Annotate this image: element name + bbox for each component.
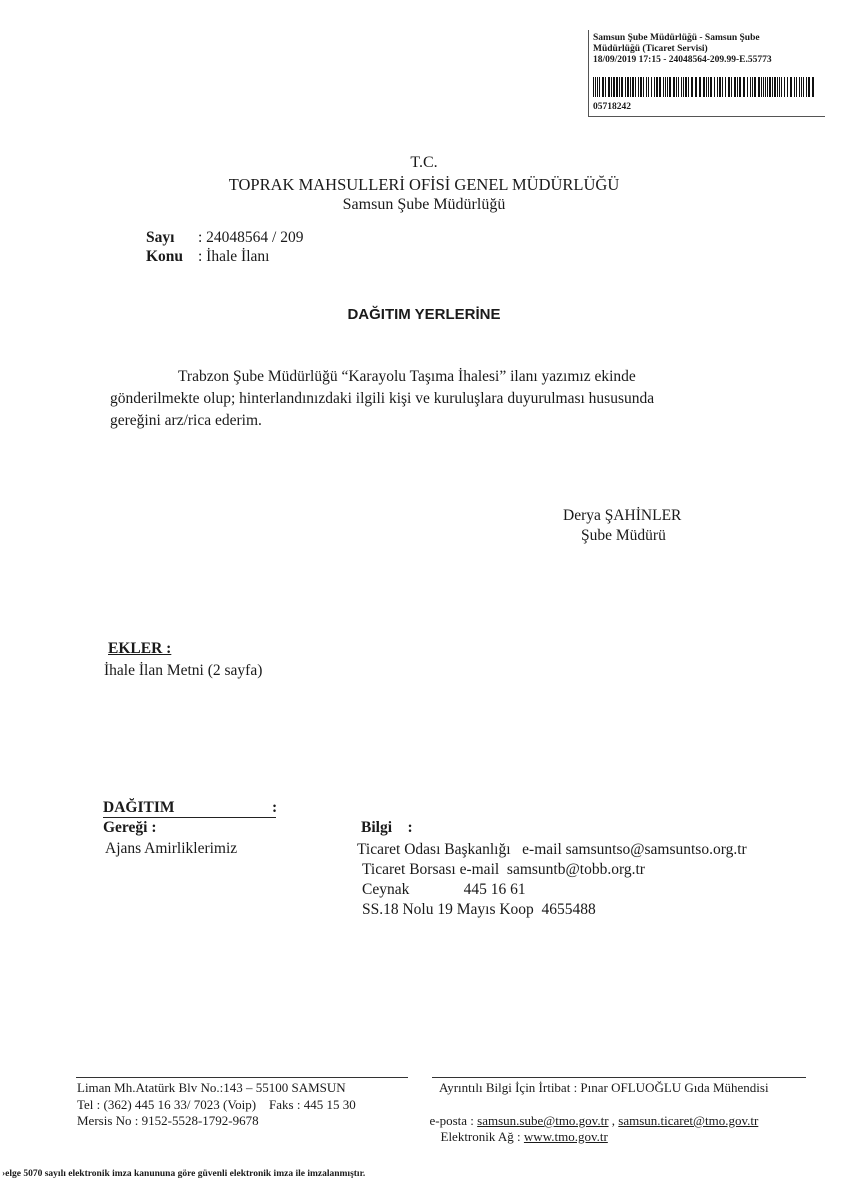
bilgi-item-4: SS.18 Nolu 19 Mayıs Koop 4655488 <box>362 901 596 918</box>
body-line-3: gereğini arz/rica ederim. <box>110 412 262 429</box>
footer-web <box>434 1113 608 1145</box>
konu-label: Konu <box>146 248 184 265</box>
bilgi-item-1: Ticaret Odası Başkanlığı e-mail samsuntso@samsuntso.org.tr <box>357 841 747 858</box>
geregi-item: Ajans Amirliklerimiz <box>105 840 238 857</box>
footer-address: Liman Mh.Atatürk Blv No.:143 – 55100 SAMSUN <box>77 1080 346 1095</box>
footer-eposta-separator: , <box>608 1113 619 1128</box>
footer-eposta-label: e-posta : <box>429 1113 478 1128</box>
footer-contact: Ayrıntılı Bilgi İçin İrtibat : Pınar OFLUOĞLU Gıda Mühendisi <box>439 1080 769 1095</box>
dagitim-colon: : <box>272 799 278 816</box>
barcode <box>593 77 815 97</box>
stamp-barcode-number: 05718242 <box>593 102 631 112</box>
footer-divider-right <box>432 1077 806 1078</box>
sayi-label: Sayı <box>146 229 175 246</box>
document-stamp <box>588 30 825 117</box>
footer-divider-left <box>76 1077 408 1078</box>
footer-web-link[interactable]: www.tmo.gov.tr <box>523 1129 608 1144</box>
stamp-line-3: 18/09/2019 17:15 - 24048564-209.99-E.55773 <box>593 55 772 65</box>
footer-email-link-2[interactable]: samsun.ticaret@tmo.gov.tr <box>618 1113 759 1128</box>
body-line-1: Trabzon Şube Müdürlüğü “Karayolu Taşıma İhalesi” ilanı yazımız ekinde <box>178 368 636 385</box>
bilgi-item-3: Ceynak 445 16 61 <box>362 881 526 898</box>
geregi-label: Gereği : <box>103 819 157 836</box>
dagitim-heading-text: DAĞITIM <box>103 799 175 816</box>
body-line-2: gönderilmekte olup; hinterlandınızdaki ilgili kişi ve kuruluşlara duyurulması hususunda <box>110 390 655 407</box>
footer-tel: Tel : (362) 445 16 33/ 7023 (Voip) Faks : 445 15 30 <box>77 1097 356 1112</box>
stamp-line-1: Samsun Şube Müdürlüğü - Samsun Şube <box>593 33 760 43</box>
bilgi-label: Bilgi : <box>361 819 413 836</box>
footer-email-link-1[interactable]: samsun.sube@tmo.gov.tr <box>477 1113 609 1128</box>
ekler-item: İhale İlan Metni (2 sayfa) <box>104 662 263 679</box>
ekler-heading: EKLER : <box>108 640 172 657</box>
footer-mersis: Mersis No : 9152-5528-1792-9678 <box>77 1113 259 1128</box>
signature-title: Şube Müdürü <box>581 527 666 544</box>
stamp-line-2: Müdürlüğü (Ticaret Servisi) <box>593 44 708 54</box>
header-tc: T.C. <box>410 154 438 171</box>
dagitim-heading <box>103 799 276 818</box>
esign-note: ›elge 5070 sayılı elektronik imza kanununa göre güvenli elektronik imza ile imzalanmıştır. <box>2 1169 366 1179</box>
header-org: TOPRAK MAHSULLERİ OFİSİ GENEL MÜDÜRLÜĞÜ <box>228 175 620 194</box>
bilgi-item-2: Ticaret Borsası e-mail samsuntb@tobb.org.tr <box>362 861 645 878</box>
signature-name: Derya ŞAHİNLER <box>563 507 682 524</box>
header-branch: Samsun Şube Müdürlüğü <box>342 196 506 213</box>
recipient-heading: DAĞITIM YERLERİNE <box>347 306 501 323</box>
footer-web-label: Elektronik Ağ : <box>440 1129 524 1144</box>
konu-value: : İhale İlanı <box>198 248 270 265</box>
sayi-value: : 24048564 / 209 <box>198 229 304 246</box>
